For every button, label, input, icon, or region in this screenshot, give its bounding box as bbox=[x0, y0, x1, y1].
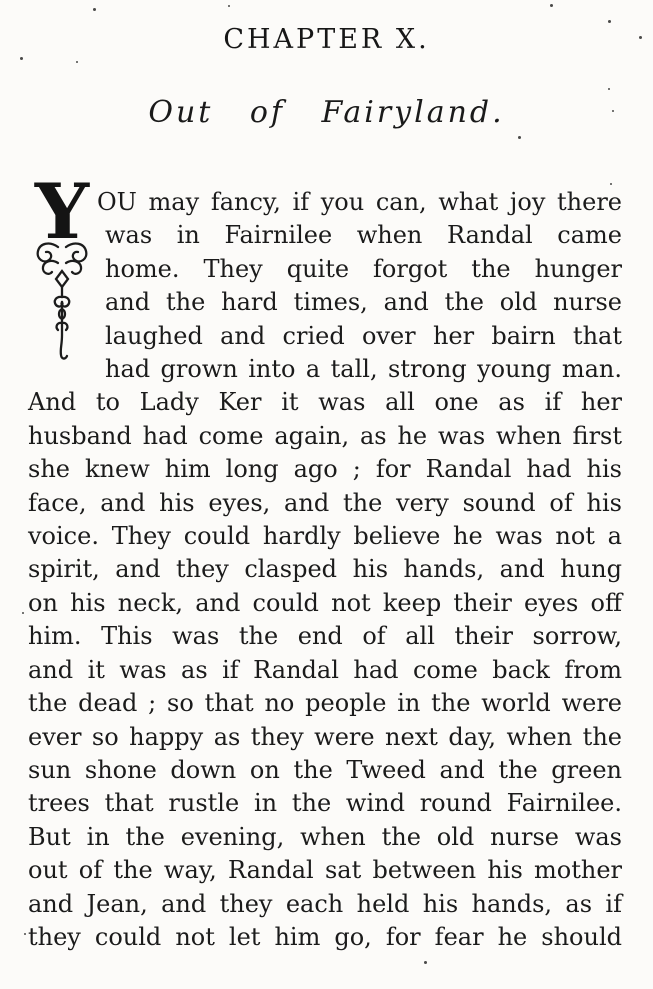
body-line: they could not let him go, for fear he should bbox=[28, 922, 622, 951]
body-line: sun shone down on the Tweed and the green bbox=[28, 755, 622, 784]
scan-speck bbox=[608, 88, 610, 90]
dropcap-letter-y: Y bbox=[34, 167, 90, 256]
body-line: husband had come again, as he was when first bbox=[28, 421, 622, 450]
scan-speck bbox=[612, 110, 614, 112]
body-line: And to Lady Ker it was all one as if her bbox=[28, 388, 622, 417]
scan-speck bbox=[93, 8, 96, 11]
dropcap-initial bbox=[30, 167, 94, 369]
body-line: OU may fancy, if you can, what joy there bbox=[97, 188, 622, 216]
scan-speck bbox=[610, 183, 612, 185]
body-line: laughed and cried over her bairn that bbox=[105, 321, 622, 350]
body-line: face, and his eyes, and the very sound of his bbox=[28, 488, 622, 517]
dropcap-flourish-ornament-icon bbox=[30, 239, 94, 361]
scan-speck bbox=[639, 36, 642, 39]
body-line: and the hard times, and the old nurse bbox=[105, 288, 622, 317]
chapter-subtitle: Out of Fairyland. bbox=[148, 95, 505, 130]
body-line: home. They quite forgot the hunger bbox=[105, 254, 622, 283]
body-line: had grown into a tall, strong young man. bbox=[105, 355, 622, 384]
body-line: was in Fairnilee when Randal came bbox=[105, 221, 622, 250]
body-line: spirit, and they clasped his hands, and hung bbox=[28, 555, 622, 584]
scan-speck bbox=[424, 961, 427, 964]
scan-speck bbox=[518, 136, 521, 139]
scan-speck bbox=[24, 933, 26, 935]
body-line: him. This was the end of all their sorrow, bbox=[28, 622, 622, 651]
body-line: and it was as if Randal had come back from bbox=[28, 655, 622, 684]
scan-speck bbox=[76, 61, 78, 63]
scan-speck bbox=[22, 612, 24, 614]
body-line: on his neck, and could not keep their eyes off bbox=[28, 588, 622, 617]
body-line: out of the way, Randal sat between his mother bbox=[28, 856, 622, 885]
body-line: voice. They could hardly believe he was not a bbox=[28, 522, 622, 551]
scan-speck bbox=[228, 5, 230, 7]
body-line: But in the evening, when the old nurse was bbox=[28, 822, 622, 851]
body-line: the dead ; so that no people in the world were bbox=[28, 689, 622, 718]
scan-speck bbox=[20, 57, 23, 60]
body-text-block bbox=[28, 167, 622, 954]
scan-speck bbox=[550, 4, 553, 7]
body-line: ever so happy as they were next day, when the bbox=[28, 722, 622, 751]
body-line: trees that rustle in the wind round Fairnilee. bbox=[28, 789, 622, 818]
body-line: she knew him long ago ; for Randal had his bbox=[28, 455, 622, 484]
scan-speck bbox=[608, 20, 611, 23]
body-line: and Jean, and they each held his hands, as if bbox=[28, 889, 622, 918]
chapter-heading: CHAPTER X. bbox=[223, 24, 430, 55]
